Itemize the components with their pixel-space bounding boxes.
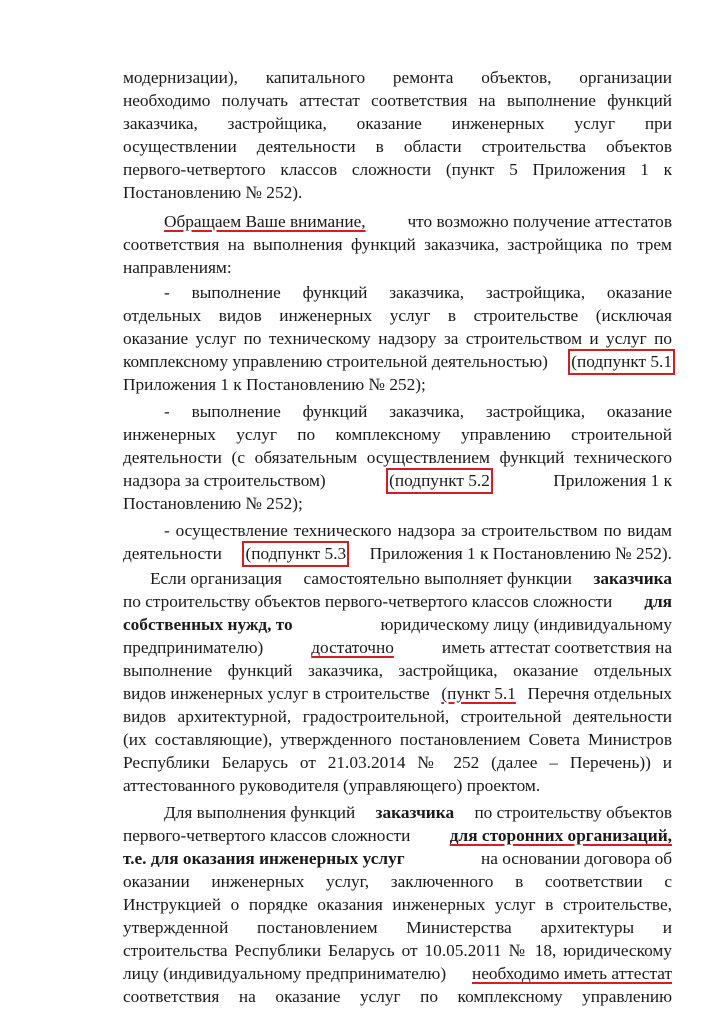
text-fragment: иметь аттестат соответствия на <box>441 638 672 657</box>
paragraph-4-line <box>164 803 672 823</box>
text-fragment: предпринимателю) <box>123 638 264 657</box>
paragraph-3-line: выполнение функций заказчика, застройщика, оказание отдельных <box>123 661 672 680</box>
paragraph-3-line <box>150 569 672 589</box>
text-fragment: лицу (индивидуальному предпринимателю) <box>123 964 447 983</box>
item-1-line: оказание услуг по техническому надзору за строительством и услуг по <box>123 329 672 348</box>
paragraph-4-line: утвержденной постановлением Министерства архитектуры и <box>123 918 672 937</box>
text-fragment: по строительству объектов первого-четвертого классов сложности <box>123 592 613 611</box>
text-fragment: юридическому лицу (индивидуальному <box>380 615 672 634</box>
text-fragment: самостоятельно выполняет функции <box>303 569 572 588</box>
paragraph-3-line: аттестованного руководителя (управляющего) проектом. <box>123 776 541 795</box>
text-fragment: Перечня отдельных <box>527 684 672 703</box>
item-1-line: - выполнение функций заказчика, застройщика, оказание <box>164 283 672 302</box>
paragraph-1-line: Постановлению № 252). <box>123 183 303 202</box>
text-fragment: видов инженерных услуг в строительстве <box>123 684 430 703</box>
paragraph-2-line: соответствия на выполнения функций заказчика, застройщика по трем <box>123 235 672 254</box>
item-2-line: деятельности (с обязательным осуществлением функций технического <box>123 448 672 467</box>
emphasis-bold: заказчика <box>375 803 455 822</box>
paragraph-3-line <box>123 684 672 704</box>
item-2-line: инженерных услуг по комплексному управлению строительной <box>123 425 672 444</box>
paragraph-3-line: (их составляющие), утвержденного постановлением Совета Министров <box>123 730 672 749</box>
paragraph-1-line: необходимо получать аттестат соответствия на выполнение функций <box>123 91 672 110</box>
paragraph-3-line <box>123 592 672 612</box>
text-fragment: Если организация <box>150 569 282 588</box>
text-fragment: Приложения 1 к <box>553 471 672 490</box>
item-1-line: отдельных видов инженерных услуг в строительстве (исключая <box>123 306 672 325</box>
item-3-line <box>123 544 672 564</box>
text-fragment: надзора за строительством) <box>123 471 326 490</box>
text-fragment: на основании договора об <box>480 849 672 868</box>
clause-reference: (пункт 5.1 <box>441 684 516 703</box>
paragraph-1-line: заказчика, застройщика, оказание инженерных услуг при <box>123 114 672 133</box>
text-fragment: Приложения 1 к Постановлению № 252). <box>369 544 672 563</box>
paragraph-3-line: Республики Беларусь от 21.03.2014 № 252 (далее – Перечень)) и <box>123 753 672 772</box>
paragraph-4-line: строительства Республики Беларусь от 10.05.2011 № 18, юридическому <box>123 941 672 960</box>
paragraph-1-line: осуществлении деятельности в области строительства объектов <box>123 137 672 156</box>
subclause-reference-box: (подпункт 5.1 <box>571 352 672 371</box>
text-fragment: Для выполнения функций <box>164 803 356 822</box>
paragraph-1-line: модернизации), капитального ремонта объектов, организации <box>123 68 672 87</box>
item-1-line: Приложения 1 к Постановлению № 252); <box>123 375 426 394</box>
paragraph-4-line: Инструкцией о порядке оказания инженерных услуг в строительстве, <box>123 895 672 914</box>
paragraph-3-line <box>123 638 672 658</box>
text-fragment: по строительству объектов <box>474 803 672 822</box>
item-1-line <box>123 352 672 372</box>
subclause-reference-box: (подпункт 5.3 <box>245 544 347 563</box>
paragraph-3-line <box>123 615 672 635</box>
paragraph-4-line <box>123 964 672 984</box>
emphasis-bold: для <box>644 592 672 611</box>
emphasis-bold: собственных нужд, то <box>123 615 293 634</box>
paragraph-2-line <box>164 212 672 232</box>
item-3-line: - осуществление технического надзора за строительством по видам <box>164 521 672 540</box>
emphasis-underline: достаточно <box>311 638 394 657</box>
paragraph-2-line: направлениям: <box>123 258 232 277</box>
paragraph-3-line: видов архитектурной, градостроительной, строительной деятельности <box>123 707 672 726</box>
item-2-line <box>123 471 672 491</box>
emphasis-bold: заказчика <box>593 569 672 588</box>
item-2-line: - выполнение функций заказчика, застройщика, оказание <box>164 402 672 421</box>
emphasis-bold-underline: для сторонних организаций, <box>449 826 672 845</box>
paragraph-4-line: соответствия на оказание услуг по комплексному управлению <box>123 987 672 1006</box>
paragraph-4-line <box>123 826 672 846</box>
text-fragment: первого-четвертого классов сложности <box>123 826 411 845</box>
text-fragment: что возможно получение аттестатов <box>407 212 672 231</box>
emphasis-underline: необходимо иметь аттестат <box>472 964 672 983</box>
emphasis-bold: т.е. для оказания инженерных услуг <box>123 849 405 868</box>
paragraph-4-line <box>123 849 672 869</box>
item-2-line: Постановлению № 252); <box>123 494 303 513</box>
text-fragment: комплексному управлению строительной деятельностью) <box>123 352 548 371</box>
paragraph-1-line: первого-четвертого классов сложности (пункт 5 Приложения 1 к <box>123 160 672 179</box>
attention-phrase: Обращаем Ваше внимание, <box>164 212 366 231</box>
subclause-reference-box: (подпункт 5.2 <box>389 471 490 490</box>
text-fragment: деятельности <box>123 544 222 563</box>
paragraph-4-line: оказании инженерных услуг, заключенного в соответствии с <box>123 872 672 891</box>
